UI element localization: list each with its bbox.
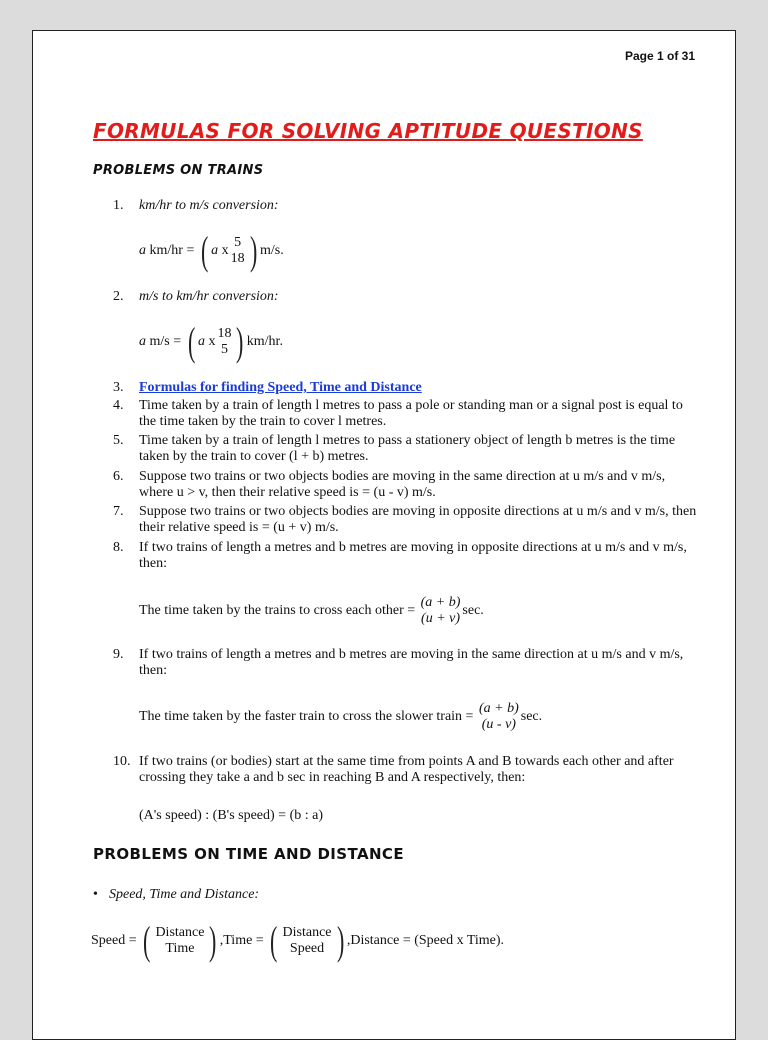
item-text-6: Suppose two trains or two objects bodies are moving in the same direction at u m/s and v m/s, where u > v, then their relative speed is = (u - v) m/s. <box>139 469 666 500</box>
formula-var: a <box>139 334 146 349</box>
item-number-8: 8. <box>113 540 124 555</box>
right-paren: ) <box>236 319 244 364</box>
fraction <box>421 595 461 627</box>
formula-var: a <box>139 243 146 258</box>
formula-kmhr-to-ms <box>139 228 284 273</box>
denominator: Speed <box>289 941 325 956</box>
denominator: 18 <box>230 251 245 266</box>
formula-text: m/s = <box>146 334 185 349</box>
right-paren: ) <box>209 918 217 963</box>
bullet-text: Speed, Time and Distance: <box>109 887 260 902</box>
left-paren: ( <box>143 918 151 963</box>
numerator: (a + b) <box>420 595 461 610</box>
right-paren: ) <box>336 918 344 963</box>
numerator: Distance <box>282 925 332 940</box>
denominator: (u - v) <box>481 717 516 732</box>
item-text-3-wrap <box>139 380 699 396</box>
item-text-5: Time taken by a train of length l metres to pass a stationery object of length b metres is the time taken by the train to cover (l + b) metres. <box>139 433 676 464</box>
section-heading-trains: PROBLEMS ON TRAINS <box>93 163 264 178</box>
formula-text: The time taken by the faster train to cross the slower train = <box>139 709 477 724</box>
item-text-4: Time taken by a train of length l metres to pass a pole or standing man or a signal post is equal to the time taken by the train to cover l metres. <box>139 398 683 429</box>
formula-text: x <box>218 243 229 258</box>
item-text-1: km/hr to m/s conversion: <box>139 198 279 213</box>
item-text-10: If two trains (or bodies) start at the same time from points A and B towards each other and after crossing they take a and b sec in reaching B and A respectively, then: <box>139 754 674 785</box>
section-heading-time-distance: PROBLEMS ON TIME AND DISTANCE <box>93 845 404 863</box>
distance-label: ,Distance = (Speed x Time). <box>346 933 505 948</box>
item-text-2: m/s to km/hr conversion: <box>139 289 279 304</box>
item-number-3: 3. <box>113 380 124 395</box>
speed-ratio-formula: (A's speed) : (B's speed) = (b : a) <box>139 808 324 823</box>
formula-unit: sec. <box>520 709 543 724</box>
left-paren: ( <box>187 319 195 364</box>
fraction <box>155 925 204 957</box>
page-number: Page 1 of 31 <box>625 49 696 63</box>
item-number-4: 4. <box>113 398 124 413</box>
formula-text: km/hr = <box>146 243 198 258</box>
numerator: 5 <box>234 235 242 250</box>
numerator: (a + b) <box>478 701 519 716</box>
left-paren: ( <box>200 228 209 273</box>
item-text-7: Suppose two trains or two objects bodies are moving in opposite directions at u m/s and v m/s, then their relative speed is = (u + v) m/s. <box>139 504 697 535</box>
denominator: (u + v) <box>421 611 461 626</box>
numerator: 18 <box>217 326 232 341</box>
fraction <box>283 925 332 957</box>
formula-unit: km/hr. <box>246 334 283 349</box>
formula-unit: m/s. <box>260 243 284 258</box>
left-paren: ( <box>270 918 278 963</box>
formula-text: The time taken by the trains to cross each other = <box>139 603 419 618</box>
speed-label: Speed = <box>91 933 141 948</box>
formula-opposite-direction <box>139 595 484 627</box>
item-number-6: 6. <box>113 469 124 484</box>
fraction <box>479 701 519 733</box>
formula-text: x <box>204 334 216 349</box>
denominator: Time <box>165 941 195 956</box>
item-number-9: 9. <box>113 647 124 662</box>
fraction <box>217 326 231 358</box>
speed-time-distance-link[interactable]: Formulas for finding Speed, Time and Distance <box>139 380 422 395</box>
item-text-8: If two trains of length a metres and b metres are moving in opposite directions at u m/s and v m/s, then: <box>139 540 687 571</box>
item-number-7: 7. <box>113 504 124 519</box>
formula-var: a <box>211 243 219 258</box>
formula-same-direction <box>139 701 542 733</box>
formula-unit: sec. <box>462 603 484 618</box>
document-page <box>32 30 736 1040</box>
item-number-10: 10. <box>113 754 131 769</box>
fraction <box>231 235 245 267</box>
numerator: Distance <box>155 925 205 940</box>
document-title: FORMULAS FOR SOLVING APTITUDE QUESTIONS <box>93 119 643 143</box>
right-paren: ) <box>249 228 258 273</box>
item-text-9: If two trains of length a metres and b metres are moving in the same direction at u m/s and v m/s, then: <box>139 647 684 678</box>
formula-var: a <box>197 334 205 349</box>
item-number-5: 5. <box>113 433 124 448</box>
denominator: 5 <box>220 342 228 357</box>
formula-ms-to-kmhr <box>139 319 283 364</box>
bullet-icon: • <box>93 887 98 902</box>
item-number-2: 2. <box>113 289 124 304</box>
item-number-1: 1. <box>113 198 124 213</box>
speed-time-distance-formula <box>91 918 505 963</box>
time-label: ,Time = <box>219 933 268 948</box>
